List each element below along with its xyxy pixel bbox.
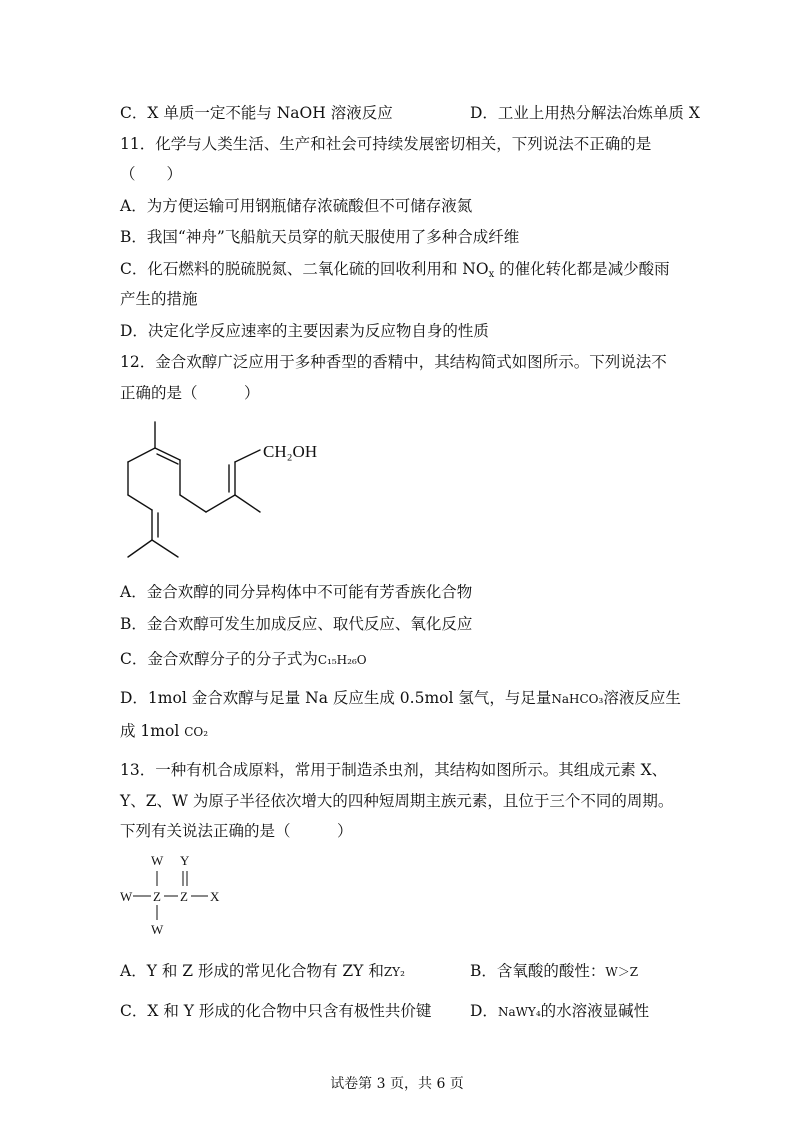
q11-option-b: B．我国“神舟”飞船航天员穿的航天服使用了多种合成纤维 xyxy=(120,228,520,246)
page-footer: 试卷第 3 页，共 6 页 xyxy=(330,1076,464,1092)
q13-option-d-text: D． xyxy=(470,1002,498,1020)
wzyx-structure-figure xyxy=(115,850,235,940)
q12-option-b: B．金合欢醇可发生加成反应、取代反应、氧化反应 xyxy=(120,615,473,633)
atom-w-left: W xyxy=(120,889,133,904)
q10-option-c: C．X 单质一定不能与 NaOH 溶液反应 xyxy=(120,104,393,122)
q12-stem-line1: 12．金合欢醇广泛应用于多种香型的香精中，其结构简式如图所示。下列说法不 xyxy=(120,353,667,371)
q13-stem-line2: Y、Z、W 为原子半径依次增大的四种短周期主族元素，且位于三个不同的周期。 xyxy=(120,792,674,810)
q13-option-a xyxy=(120,961,405,982)
q11-stem: 11．化学与人类生活、生产和社会可持续发展密切相关，下列说法不正确的是 xyxy=(120,135,652,153)
q11-answer-paren: （ ） xyxy=(120,165,183,183)
q12-option-a: A．金合欢醇的同分异构体中不可能有芳香族化合物 xyxy=(120,583,473,601)
q13-option-c: C．X 和 Y 形成的化合物中只含有极性共价键 xyxy=(120,1002,432,1020)
q12-option-d xyxy=(120,688,681,709)
q12-option-c xyxy=(120,649,367,670)
q13-option-d-formula: NaWY₄ xyxy=(497,1005,541,1019)
q12-option-d-text: D．1mol 金合欢醇与足量 Na 反应生成 0.5mol 氢气，与足量 xyxy=(120,689,552,707)
q13-option-a-formula: ZY₂ xyxy=(383,965,405,979)
atom-w-top: W xyxy=(151,853,164,868)
q12-option-d-cont-text: 成 1mol xyxy=(120,722,185,740)
q12-option-d-cont-formula: CO₂ xyxy=(184,725,209,739)
q13-option-b xyxy=(470,961,638,982)
q10-option-d: D．工业上用热分解法冶炼单质 X xyxy=(470,104,700,122)
q12-option-d-text-end: 溶液反应生 xyxy=(603,689,681,707)
q13-option-d-text-end: 的水溶液显碱性 xyxy=(540,1002,650,1020)
atom-y-top: Y xyxy=(180,853,190,868)
q11-option-c-text-end: 的催化转化都是减少酸雨 xyxy=(494,260,670,278)
q13-stem-line3: 下列有关说法正确的是（ ） xyxy=(120,822,353,840)
q13-option-d xyxy=(470,1001,649,1022)
atom-z-left: Z xyxy=(153,889,161,904)
q13-option-b-text: B．含氧酸的酸性： xyxy=(470,962,606,980)
q11-option-c-text: C．化石燃料的脱硫脱氮、二氧化硫的回收利用和 NO xyxy=(120,260,489,278)
q12-option-c-formula: C₁₅H₂₆O xyxy=(317,653,367,667)
q12-option-c-text: C．金合欢醇分子的分子式为 xyxy=(120,650,318,668)
atom-z-right: Z xyxy=(180,889,188,904)
q11-option-c-continued: 产生的措施 xyxy=(120,290,198,308)
q12-stem-line2: 正确的是（ ） xyxy=(120,384,260,402)
q13-stem-line1: 13．一种有机合成原料，常用于制造杀虫剂，其结构如图所示。其组成元素 X、 xyxy=(120,761,668,779)
q11-option-a: A．为方便运输可用钢瓶储存浓硫酸但不可储存液氮 xyxy=(120,197,473,215)
q11-option-c xyxy=(120,259,670,279)
q13-option-a-text: A．Y 和 Z 形成的常见化合物有 ZY 和 xyxy=(120,962,384,980)
q11-option-d: D．决定化学反应速率的主要因素为反应物自身的性质 xyxy=(120,322,489,340)
q11-option-c-subscript: x xyxy=(488,269,495,280)
q13-option-b-formula: W＞Z xyxy=(605,965,639,979)
ch2oh-label: CH₂OH xyxy=(263,442,318,461)
q12-option-d-continued xyxy=(120,721,208,742)
farnesol-structure-figure xyxy=(110,415,350,575)
atom-x-right: X xyxy=(210,889,220,904)
q12-option-d-reagent: NaHCO₃ xyxy=(551,692,604,706)
atom-w-bottom: W xyxy=(151,922,164,937)
